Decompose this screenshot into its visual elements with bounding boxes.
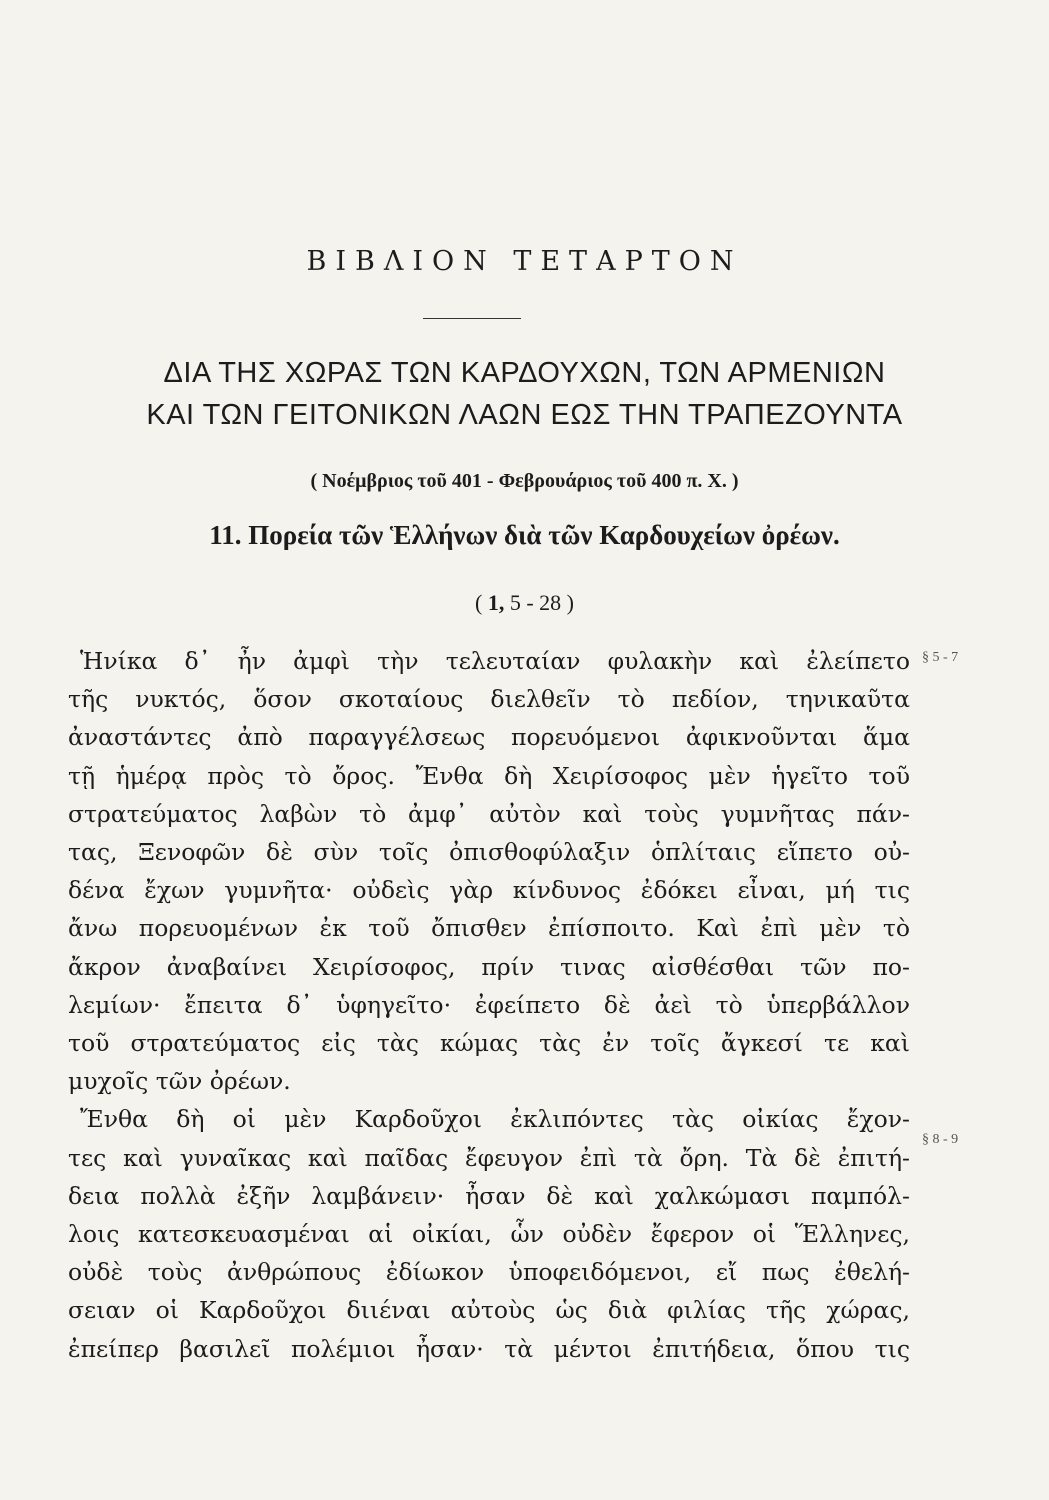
text-line: τες καὶ γυναῖκας καὶ παῖδας ἔφευγον ἐπὶ τὰ ὄρη. Τὰ δὲ ἐπιτή- <box>68 1143 910 1172</box>
text-line: στρατεύματος λαβὼν τὸ ἀμφ᾽ αὐτὸν καὶ τοὺς γυμνῆτας πάν- <box>68 799 910 828</box>
section-heading: 11. Πορεία τῶν Ἑλλήνων διὰ τῶν Καρδουχείων ὀρέων. <box>209 520 840 550</box>
margin-note-5-7: § 5 - 7 <box>922 650 959 665</box>
body-text <box>68 642 910 1368</box>
chapter-title-line-1: ΔΙΑ ΤΗΣ ΧΩΡΑΣ ΤΩΝ ΚΑΡΔΟΥΧΩΝ, ΤΩΝ ΑΡΜΕΝΙΩΝ <box>163 357 886 389</box>
chapter-title <box>0 352 1049 436</box>
text-line: σειαν οἱ Καρδοῦχοι διιέναι αὐτοὺς ὡς διὰ φιλίας τῆς χώρας, <box>68 1296 910 1325</box>
title-divider <box>423 318 521 319</box>
margin-note-8-9: § 8 - 9 <box>922 1132 959 1147</box>
section-ref-range: 5 - 28 ) <box>504 590 574 615</box>
text-line: λεμίων· ἔπειτα δ᾽ ὑφηγεῖτο· ἐφείπετο δὲ ἀεὶ τὸ ὑπερβάλλον <box>68 990 910 1019</box>
section-ref-open: ( <box>475 590 488 615</box>
text-line: ἐπείπερ βασιλεῖ πολέμιοι ἦσαν· τὰ μέντοι ἐπιτήδεια, ὅπου τις <box>68 1334 910 1363</box>
text-line: λοις κατεσκευασμέναι αἱ οἰκίαι, ὧν οὐδὲν ἔφερον οἱ Ἕλληνες, <box>68 1220 910 1249</box>
text-line: ἄκρον ἀναβαίνει Χειρίσοφος, πρίν τινας αἰσθέσθαι τῶν πο- <box>68 952 910 981</box>
date-range: ( Νοέμβριος τοῦ 401 - Φεβρουάριος τοῦ 400 π. Χ. ) <box>310 470 739 492</box>
text-line: τῇ ἡμέρᾳ πρὸς τὸ ὄρος. Ἔνθα δὴ Χειρίσοφος μὲν ἡγεῖτο τοῦ <box>68 761 910 790</box>
text-line: τας, Ξενοφῶν δὲ σὺν τοῖς ὀπισθοφύλαξιν ὁπλίταις εἵπετο οὐ- <box>68 838 910 867</box>
text-line: μυχοῖς τῶν ὀρέων. <box>68 1067 291 1096</box>
section-ref-book: 1, <box>487 590 505 615</box>
text-line: δεια πολλὰ ἐξῆν λαμβάνειν· ἦσαν δὲ καὶ χαλκώμασι παμπόλ- <box>68 1181 910 1210</box>
chapter-title-line-2: ΚΑΙ ΤΩΝ ΓΕΙΤΟΝΙΚΩΝ ΛΑΩΝ ΕΩΣ ΤΗΝ ΤΡΑΠΕΖΟΥΝΤΑ <box>146 399 903 431</box>
text-line: τῆς νυκτός, ὅσον σκοταίους διελθεῖν τὸ πεδίον, τηνικαῦτα <box>68 685 910 714</box>
text-line: δένα ἔχων γυμνῆτα· οὐδεὶς γὰρ κίνδυνος ἐδόκει εἶναι, μή τις <box>68 876 910 905</box>
text-line: Ἡνίκα δ᾽ ἦν ἀμφὶ τὴν τελευταίαν φυλακὴν καὶ ἐλείπετο <box>80 647 910 675</box>
text-line: τοῦ στρατεύματος εἰς τὰς κώμας τὰς ἐν τοῖς ἄγκεσί τε καὶ <box>68 1029 910 1058</box>
section-reference <box>0 590 1049 616</box>
text-line: Ἔνθα δὴ οἱ μὲν Καρδοῦχοι ἐκλιπόντες τὰς οἰκίας ἔχον- <box>80 1105 910 1134</box>
text-line: οὐδὲ τοὺς ἀνθρώπους ἐδίωκον ὑποφειδόμενοι, εἴ πως ἐθελή- <box>68 1258 910 1287</box>
book-title: ΒΙΒΛΙΟΝ ΤΕΤΑΡΤΟΝ <box>306 246 743 277</box>
text-line: ἀναστάντες ἀπὸ παραγγέλσεως πορευόμενοι ἀφικνοῦνται ἅμα <box>68 723 910 752</box>
text-line: ἄνω πορευομένων ἐκ τοῦ ὄπισθεν ἐπίσποιτο. Καὶ ἐπὶ μὲν τὸ <box>68 914 910 943</box>
